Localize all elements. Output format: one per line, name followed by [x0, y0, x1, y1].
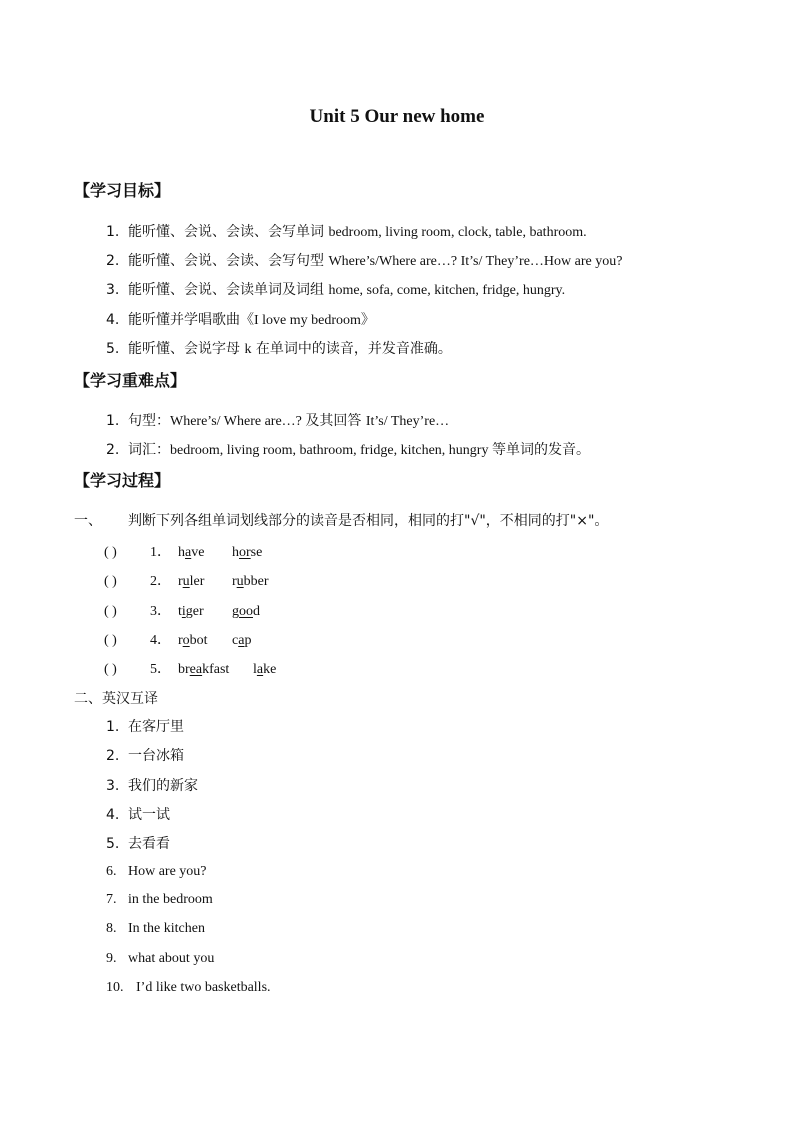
- part2-label: 二、英汉互译: [74, 691, 158, 707]
- item-zh-2: 及其回答: [305, 413, 366, 429]
- item-en-2: It’s/ They’re…: [365, 414, 450, 429]
- word-1: tiger: [178, 604, 204, 619]
- item-en: k: [244, 342, 252, 357]
- item-zh-2: 等单词的发音。: [491, 442, 590, 458]
- answer-blank[interactable]: ( ): [104, 545, 117, 560]
- process-heading: 【学习过程】: [74, 471, 171, 490]
- item-number: 2．: [150, 574, 171, 589]
- answer-blank[interactable]: ( ): [104, 574, 117, 589]
- item-zh: 词汇：: [128, 442, 170, 458]
- translation-item: 1. 在客厅里: [106, 719, 184, 735]
- item-zh: 句型：: [128, 413, 170, 429]
- answer-blank[interactable]: ( ): [104, 633, 117, 648]
- objective-item: [106, 309, 375, 329]
- objective-item: [106, 250, 622, 270]
- translation-item: 5. 去看看: [106, 836, 170, 852]
- item-en: home, sofa, come, kitchen, fridge, hungry.: [328, 283, 566, 298]
- word-2: cap: [232, 633, 252, 648]
- item-en: I love my bedroom: [254, 313, 361, 328]
- item-en: Where’s/Where are…? It’s/ They’re…How are you?: [328, 254, 623, 269]
- item-number: 4.: [106, 312, 120, 328]
- item-zh-tail: 在单词中的读音，并发音准确。: [251, 341, 452, 357]
- objective-item: [106, 221, 587, 241]
- item-zh: 能听懂、会说、会读单词及词组: [128, 282, 329, 298]
- translation-item: 2. 一台冰箱: [106, 748, 184, 764]
- part1-instruction: 判断下列各组单词划线部分的读音是否相同，相同的打"√"，不相同的打"×"。: [128, 513, 609, 529]
- word-1: breakfast: [178, 662, 230, 677]
- answer-blank[interactable]: ( ): [104, 604, 117, 619]
- item-en: bedroom, living room, clock, table, bathroom.: [328, 225, 587, 240]
- item-number: 1.: [106, 224, 120, 240]
- item-zh-tail: 》: [360, 312, 375, 328]
- word-1: have: [178, 545, 205, 560]
- objective-item: [106, 279, 565, 299]
- phonics-item: [104, 570, 269, 590]
- item-en: Where’s/ Where are…?: [170, 414, 306, 429]
- item-number: 5.: [106, 341, 120, 357]
- item-number: 4．: [150, 633, 171, 648]
- word-1: robot: [178, 633, 208, 648]
- word-2: horse: [232, 545, 263, 560]
- phonics-item: [104, 629, 251, 649]
- item-number: 2.: [106, 253, 120, 269]
- key-point-item: [106, 410, 449, 430]
- item-number: 2.: [106, 442, 120, 458]
- part1-instruction-line: [74, 510, 608, 530]
- word-2: lake: [253, 662, 277, 677]
- translation-item: 4. 试一试: [106, 807, 170, 823]
- answer-blank[interactable]: ( ): [104, 662, 117, 677]
- item-number: 1．: [150, 545, 171, 560]
- key-points-heading: 【学习重难点】: [74, 371, 187, 390]
- objective-item: [106, 338, 452, 358]
- word-2: good: [232, 604, 260, 619]
- item-number: 5．: [150, 662, 171, 677]
- item-zh: 能听懂、会说、会读、会写单词: [128, 224, 329, 240]
- item-number: 3.: [106, 282, 120, 298]
- phonics-item: [104, 600, 260, 620]
- key-point-item: [106, 439, 590, 459]
- item-number: 1.: [106, 413, 120, 429]
- translation-item: 7. in the bedroom: [106, 892, 213, 907]
- item-zh: 能听懂、会说、会读、会写句型: [128, 253, 329, 269]
- translation-item: 6. How are you?: [106, 864, 207, 879]
- item-en: bedroom, living room, bathroom, fridge, kitchen, hungry: [170, 443, 492, 458]
- translation-item: 8. In the kitchen: [106, 921, 205, 936]
- word-1: ruler: [178, 574, 205, 589]
- page-title: Unit 5 Our new home: [309, 106, 485, 127]
- item-zh: 能听懂并学唱歌曲《: [128, 312, 254, 328]
- item-zh: 能听懂、会说字母: [128, 341, 245, 357]
- item-number: 3．: [150, 604, 171, 619]
- translation-item: 10. I’d like two basketballs.: [106, 980, 271, 995]
- phonics-item: [104, 541, 262, 561]
- part1-label: 一、: [74, 513, 102, 529]
- objectives-heading: 【学习目标】: [74, 181, 171, 200]
- phonics-item: [104, 658, 276, 678]
- word-2: rubber: [232, 574, 269, 589]
- translation-item: 9. what about you: [106, 951, 215, 966]
- translation-item: 3. 我们的新家: [106, 778, 198, 794]
